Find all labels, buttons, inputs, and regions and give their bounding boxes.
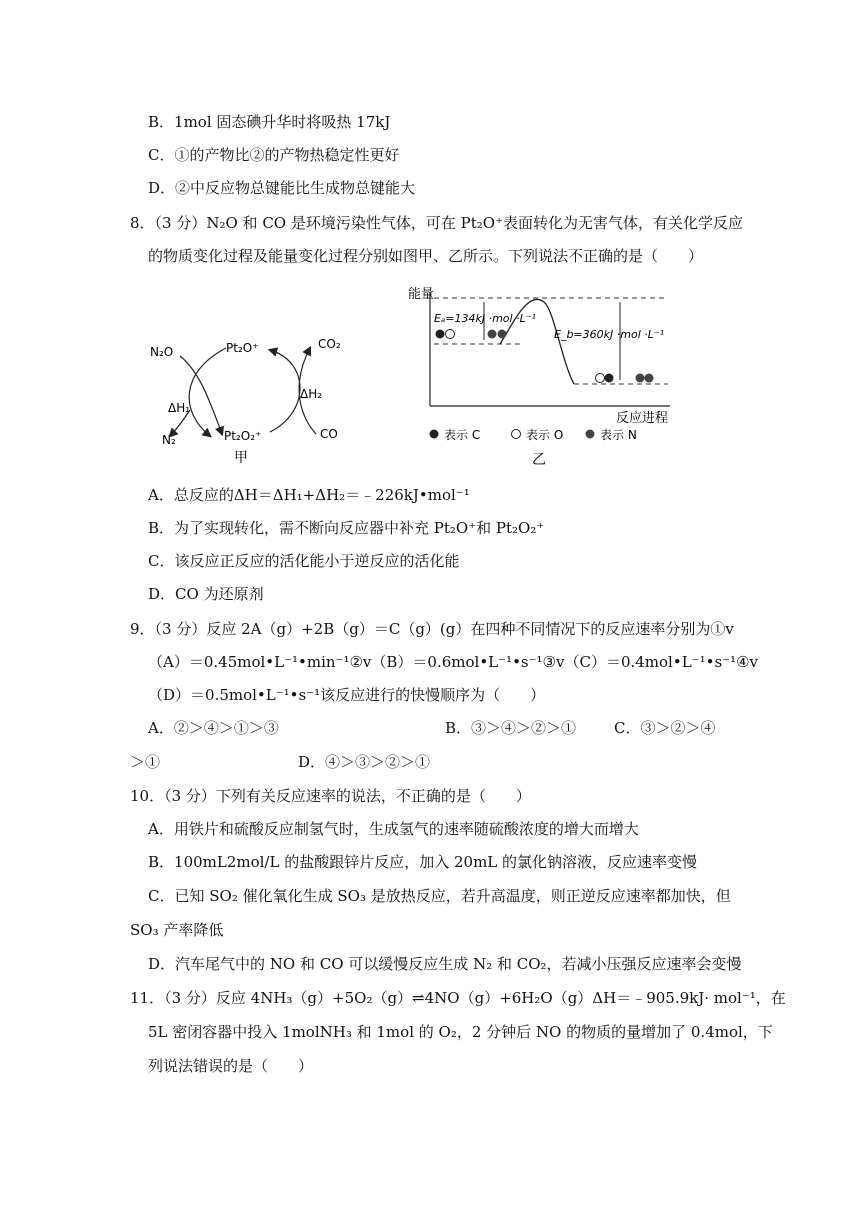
q8-stem-line2: 的物质变化过程及能量变化过程分别如图甲、乙所示。下列说法不正确的是（ ） (148, 247, 704, 265)
yi-product-o (596, 374, 605, 383)
figure-jia (140, 322, 370, 470)
yi-product-c (605, 374, 614, 383)
yi-legend-o: 表示 O (526, 428, 564, 442)
q8-option-a: A．总反应的ΔH＝ΔH₁+ΔH₂＝﹣226kJ•mol⁻¹ (148, 486, 470, 504)
q7-option-d: D．②中反应物总键能比生成物总键能大 (148, 179, 416, 197)
q8-option-c: C．该反应正反应的活化能小于逆反应的活化能 (148, 552, 460, 570)
q9-stem-line2: （A）＝0.45mol•L⁻¹•min⁻¹②v（B）＝0.6mol•L⁻¹•s⁻¹③v（C）＝0.4mol•L⁻¹•s⁻¹④v (148, 653, 758, 671)
q7-option-b: B．1mol 固态碘升华时将吸热 17kJ (148, 113, 391, 131)
yi-legend-n: 表示 N (600, 428, 637, 442)
q9-stem-line1: 9．（3 分）反应 2A（g）+2B（g）＝C（g）(g）在四种不同情况下的反应速率分别为①v (130, 620, 734, 638)
yi-eb-label: E_b=360kJ ·mol ·L⁻¹ (554, 328, 665, 341)
yi-molecule-o (446, 330, 455, 339)
q10-option-c-line1: C．已知 SO₂ 催化氧化生成 SO₃ 是放热反应，若升高温度，则正逆反应速率都加快，但 (148, 887, 731, 905)
q9-option-d: D．④＞③＞②＞① (298, 753, 431, 771)
q10-option-c-line2: SO₃ 产率降低 (130, 921, 224, 939)
jia-label-pt2o2: Pt₂O₂⁺ (224, 429, 262, 443)
q11-stem-line1: 11．（3 分）反应 4NH₃（g）+5O₂（g）⇌4NO（g）+6H₂O（g）ΔH＝﹣905.9kJ· mol⁻¹，在 (130, 989, 786, 1007)
jia-label-dh2: ΔH₂ (300, 387, 323, 401)
q8-stem-line1: 8．（3 分）N₂O 和 CO 是环境污染性气体，可在 Pt₂O⁺表面转化为无害气体，有关化学反应 (130, 214, 743, 232)
jia-left-arc-arrow (189, 348, 226, 436)
yi-legend-o-dot (512, 430, 521, 439)
jia-label-n2: N₂ (162, 433, 176, 447)
jia-label-dh1: ΔH₁ (168, 401, 191, 415)
yi-xlabel: 反应进程 (616, 411, 669, 426)
jia-label-co: CO (320, 427, 338, 441)
yi-legend-c-dot (430, 430, 439, 439)
q10-option-d: D．汽车尾气中的 NO 和 CO 可以缓慢反应生成 N₂ 和 CO₂，若减小压强反应速率会变慢 (148, 955, 742, 973)
jia-caption: 甲 (234, 450, 248, 466)
jia-label-pt2o: Pt₂O⁺ (226, 341, 259, 355)
yi-molecule-c (436, 330, 445, 339)
yi-ylabel: 能量 (408, 287, 435, 302)
yi-molecule-n2 (498, 330, 507, 339)
q9-option-a: A．②＞④＞①＞③ (148, 719, 279, 737)
q9-option-b: B．③＞④＞②＞① (445, 719, 577, 737)
q10-option-a: A．用铁片和硫酸反应制氢气时，生成氢气的速率随硫酸浓度的增大而增大 (148, 820, 639, 838)
q9-option-c-cont: ＞① (130, 753, 161, 771)
yi-legend-c: 表示 C (444, 428, 481, 442)
jia-label-co2: CO₂ (318, 337, 341, 351)
yi-product-n2 (645, 374, 654, 383)
q10-stem: 10．（3 分）下列有关反应速率的说法，不正确的是（ ） (130, 787, 531, 805)
jia-right-arc-arrow (270, 350, 300, 432)
yi-ea-label: Eₐ=134kJ ·mol ·L⁻¹ (434, 312, 536, 325)
yi-product-n (636, 374, 645, 383)
yi-legend-n-dot (586, 430, 595, 439)
q7-option-c: C．①的产物比②的产物热稳定性更好 (148, 146, 400, 164)
q11-stem-line3: 列说法错误的是（ ） (148, 1057, 314, 1075)
figure-yi (404, 282, 680, 472)
q8-option-b: B．为了实现转化，需不断向反应器中补充 Pt₂O⁺和 Pt₂O₂⁺ (148, 519, 545, 537)
q9-stem-line3: （D）＝0.5mol•L⁻¹•s⁻¹该反应进行的快慢顺序为（ ） (148, 686, 546, 704)
q9-option-c: C．③＞②＞④ (614, 719, 716, 737)
yi-caption: 乙 (532, 452, 546, 468)
yi-molecule-n (488, 330, 497, 339)
q11-stem-line2: 5L 密闭容器中投入 1molNH₃ 和 1mol 的 O₂，2 分钟后 NO 的物质的量增加了 0.4mol，下 (148, 1023, 773, 1041)
q10-option-b: B．100mL2mol/L 的盐酸跟锌片反应，加入 20mL 的氯化钠溶液，反应速率变慢 (148, 853, 698, 871)
jia-label-n2o: N₂O (150, 345, 174, 359)
q8-option-d: D．CO 为还原剂 (148, 585, 264, 603)
